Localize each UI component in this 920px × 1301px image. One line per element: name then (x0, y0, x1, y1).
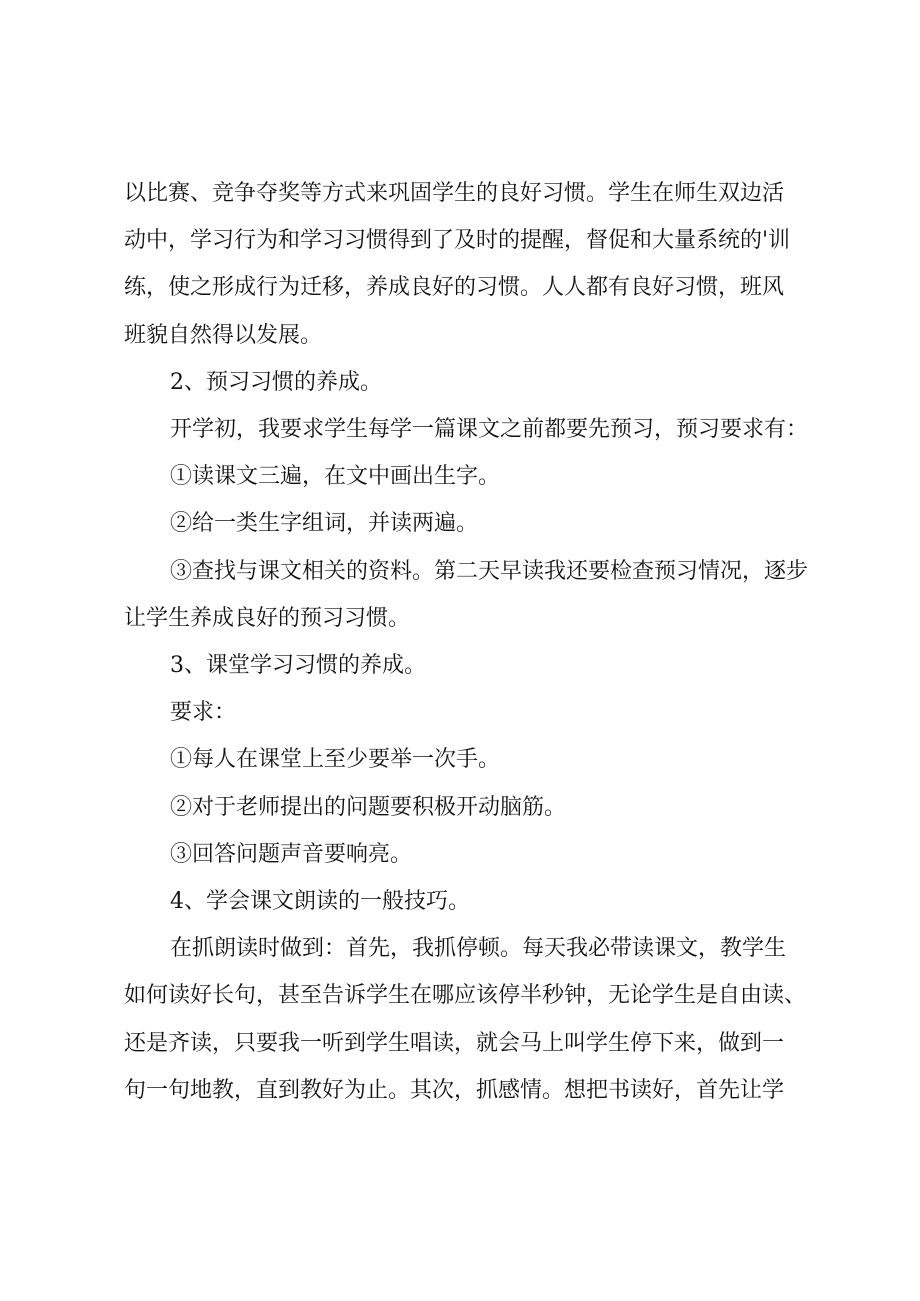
text-line: 练，使之形成行为迁移，养成良好的习惯。人人都有良好习惯，班风 (124, 275, 785, 301)
text-line: 4、学会课文朗读的一般技巧。 (170, 889, 470, 915)
text-line: 开学初，我要求学生每学一篇课文之前都要先预习，预习要求有： (170, 417, 809, 443)
list-item-classroom-2 (124, 784, 824, 831)
text-line: 让学生养成良好的预习习惯。 (124, 605, 411, 631)
text-line: ②对于老师提出的问题要积极开动脑筋。 (170, 794, 567, 820)
list-item-preview-3 (124, 548, 824, 642)
text-line: 动中，学习行为和学习习惯得到了及时的提醒，督促和大量系统的'训 (124, 228, 791, 254)
section-heading-reading-skills (124, 878, 824, 925)
text-line: ③查找与课文相关的资料。第二天早读我还要检查预习情况，逐步 (170, 558, 809, 584)
text-line: ①读课文三遍，在文中画出生字。 (170, 464, 501, 490)
text-line: 3、课堂学习习惯的养成。 (170, 653, 426, 679)
text-line: 以比赛、竞争夺奖等方式来巩固学生的良好习惯。学生在师生双边活 (124, 181, 785, 206)
text-line: 在抓朗读时做到：首先，我抓停顿。每天我必带读课文，教学生 (170, 936, 787, 962)
text-line: ③回答问题声音要响亮。 (170, 841, 413, 867)
document-body (124, 170, 824, 1114)
text-line: 要求： (170, 700, 237, 726)
paragraph-preview-requirements (124, 406, 824, 453)
section-heading-classroom-habit (124, 642, 824, 689)
list-item-preview-1 (124, 453, 824, 500)
list-item-preview-2 (124, 500, 824, 547)
text-line: ①每人在课堂上至少要举一次手。 (170, 747, 501, 773)
text-line: 2、预习习惯的养成。 (170, 369, 382, 395)
paragraph-reading-method (124, 925, 824, 1114)
text-line: ②给一类生字组词，并读两遍。 (170, 511, 479, 537)
section-heading-preview-habit (124, 359, 824, 406)
text-line: 班貌自然得以发展。 (124, 322, 323, 348)
text-line: 句一句地教，直到教好为止。其次，抓感情。想把书读好，首先让学 (124, 1077, 785, 1103)
text-line: 如何读好长句，甚至告诉学生在哪应该停半秒钟，无论学生是自由读、 (124, 983, 807, 1009)
paragraph-requirements-label (124, 689, 824, 736)
list-item-classroom-1 (124, 736, 824, 783)
text-line: 还是齐读，只要我一听到学生唱读，就会马上叫学生停下来，做到一 (124, 1030, 785, 1056)
list-item-classroom-3 (124, 831, 824, 878)
paragraph-habit-consolidation (124, 170, 824, 359)
